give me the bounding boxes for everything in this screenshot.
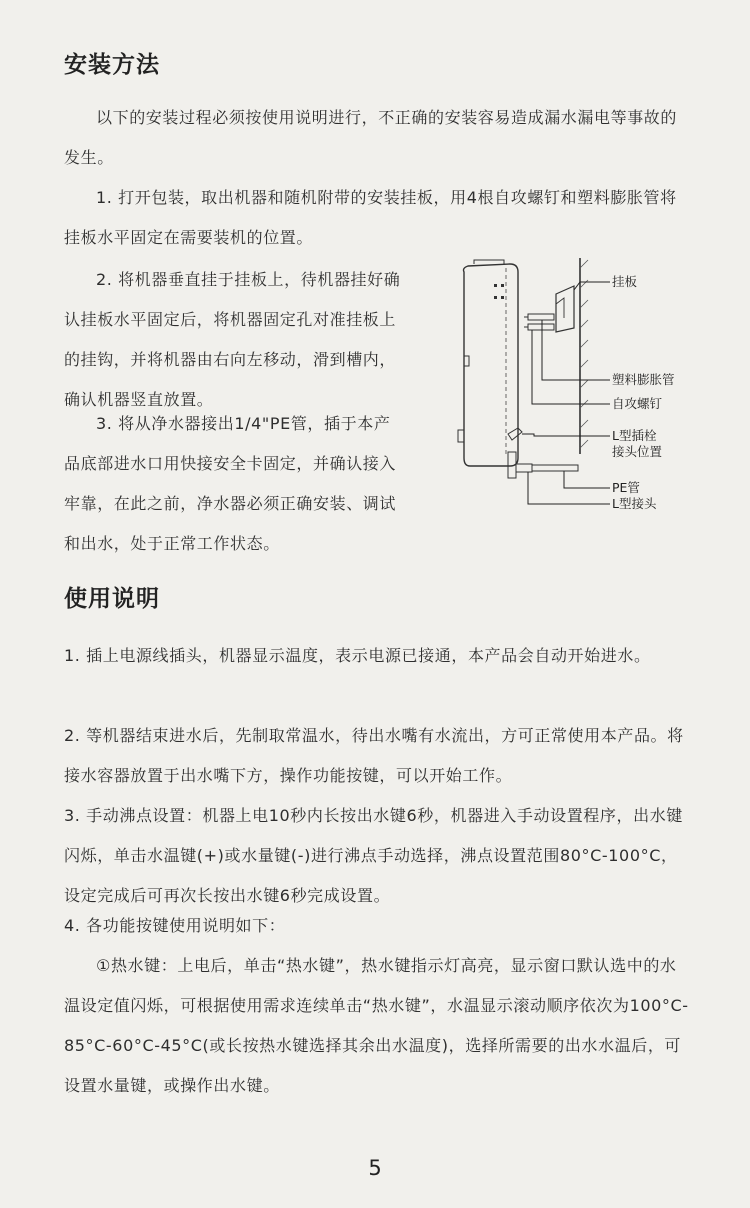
leader-pe bbox=[564, 471, 610, 488]
l-plug bbox=[508, 428, 522, 440]
usage-section-title: 使用说明 bbox=[64, 586, 160, 612]
machine-bottom-knob bbox=[458, 430, 464, 442]
install-step-3: 3. 将从净水器接出1/4"PE管，插于本产品底部进水口用快接安全卡固定，并确认接入牢靠，在此之前，净水器必须正确安装、调试和出水，处于正常工作状态。 bbox=[64, 414, 397, 553]
machine-side-panel bbox=[464, 356, 469, 366]
machine-hole-3 bbox=[494, 296, 497, 299]
pe-pipe bbox=[532, 465, 578, 471]
machine-body-outline bbox=[464, 264, 519, 466]
install-step-2: 2. 将机器垂直挂于挂板上，待机器挂好确认挂板水平固定后，将机器固定孔对准挂板上的挂钩，并将机器由右向左移动，滑到槽内，确认机器竖直放置。 bbox=[64, 270, 401, 409]
usage-item-3: 3. 手动沸点设置：机器上电10秒内长按出水键6秒，机器进入手动设置程序，出水键闪烁，单击水温键(+)或水量键(-)进行沸点手动选择，沸点设置范围80°C-100°C，设定完成后可再次长按出水键6秒完成设置。 bbox=[64, 806, 683, 905]
installation-diagram bbox=[444, 258, 704, 518]
leader-screw bbox=[532, 330, 610, 404]
install-intro: 以下的安装过程必须按使用说明进行，不正确的安装容易造成漏水漏电等事故的发生。 bbox=[64, 108, 678, 167]
wall-hatching bbox=[580, 260, 588, 448]
machine-hole-2 bbox=[501, 284, 504, 287]
machine-hole-4 bbox=[501, 296, 504, 299]
screw-upper bbox=[528, 314, 554, 320]
label-hanger: 挂板 bbox=[612, 274, 638, 289]
install-section-title: 安装方法 bbox=[64, 52, 160, 78]
machine-hole-1 bbox=[494, 284, 497, 287]
usage-item-1: 1. 插上电源线插头，机器显示温度，表示电源已接通，本产品会自动开始进水。 bbox=[64, 646, 651, 665]
hanger-plate bbox=[556, 286, 574, 332]
machine-top-cap bbox=[474, 260, 504, 264]
screw-lower bbox=[528, 324, 554, 330]
hanger-hook bbox=[556, 298, 564, 318]
leader-anchor bbox=[542, 320, 610, 380]
usage-item-2: 2. 等机器结束进水后，先制取常温水，待出水嘴有水流出，方可正常使用本产品。将接水容器放置于出水嘴下方，操作功能按键，可以开始工作。 bbox=[64, 726, 684, 785]
label-lplug-line2: 接头位置 bbox=[612, 444, 663, 459]
label-ljoint: L型接头 bbox=[612, 496, 657, 511]
leader-lplug bbox=[522, 434, 610, 436]
l-joint-horizontal bbox=[516, 464, 532, 472]
installation-diagram-svg bbox=[444, 258, 704, 518]
label-screw: 自攻螺钉 bbox=[612, 396, 663, 411]
label-anchor: 塑料膨胀管 bbox=[612, 372, 675, 387]
label-lplug-line1: L型插栓 bbox=[612, 428, 657, 443]
install-step-1: 1. 打开包装，取出机器和随机附带的安装挂板，用4根自攻螺钉和塑料膨胀管将挂板水平固定在需要装机的位置。 bbox=[64, 188, 677, 247]
label-pe: PE管 bbox=[612, 480, 640, 495]
usage-item-4: 4. 各功能按键使用说明如下： bbox=[64, 916, 286, 935]
page-number: 5 bbox=[368, 1156, 382, 1180]
usage-item-4-1: ①热水键：上电后，单击“热水键”，热水键指示灯高亮，显示窗口默认选中的水温设定值闪烁，可根据使用需求连续单击“热水键”，水温显示滚动顺序依次为100°C-85°C-60°C-45°C(或长按热水键选择其余出水温度)，选择所需要的出水水温后，可设置水量键，或操作出水键。 bbox=[64, 956, 689, 1095]
